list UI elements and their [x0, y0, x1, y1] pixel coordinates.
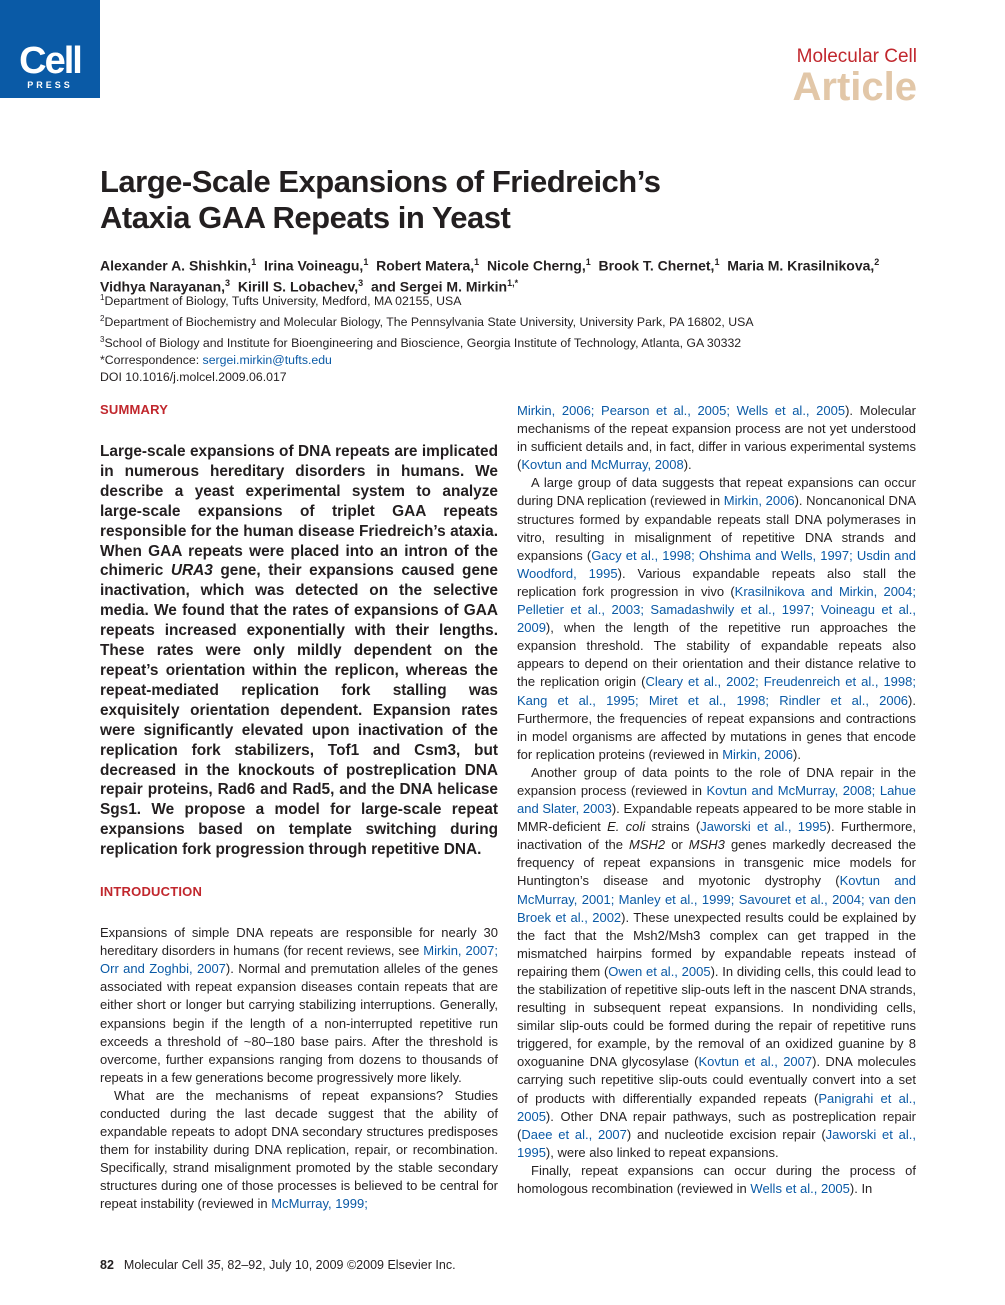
intro-paragraph-2 — [100, 1087, 498, 1214]
title-line-2: Ataxia GAA Repeats in Yeast — [100, 200, 511, 235]
text-run: A large group of data suggests that repeat expansions can occur during DNA replication (reviewed in — [517, 475, 916, 509]
author: Robert Matera, — [376, 257, 475, 274]
text-run: ). DNA molecules carrying such repetitive slip-outs could eventually convert into a set of products with differentially expanded repeats ( — [517, 1054, 917, 1106]
citation-link[interactable]: Krasilnikova and Mirkin, 2004; Pelletier et al., 2003; Samadashwily et al., 1997; Voineagu et al., 2009 — [517, 583, 916, 636]
logo-cell-text: Cell — [19, 40, 81, 82]
author: Irina Voineagu, — [264, 257, 364, 274]
affiliations — [100, 289, 920, 386]
author-affil-mark: 1,* — [507, 277, 519, 288]
text-run: ). In dividing cells, this could lead to the stabilization of repetitive slip-outs left in the nascent DNA strands, resulting in subsequent repeat expansions. In nondividing cells, similar slip-outs could be formed during the repair of repetitive runs triggered, for example, by the removal of an oxidized guanine by 8 oxoguanine DNA glycosylase ( — [517, 963, 916, 1070]
introduction-heading: INTRODUCTION — [100, 884, 203, 900]
citation-link[interactable]: Mirkin, 2006 — [722, 746, 794, 762]
text-run: ), were also linked to repeat expansions. — [545, 1144, 779, 1160]
text-run: ). Various expandable repeats also stall the replication fork progression in vivo ( — [517, 565, 916, 599]
right-paragraph-1 — [517, 402, 916, 474]
correspondence-label: *Correspondence: — [100, 353, 203, 368]
author: Brook T. Chernet, — [598, 257, 715, 274]
cell-press-logo — [0, 0, 100, 98]
citation-link[interactable]: Wells et al., 2005 — [750, 1181, 850, 1197]
text-run: ). Furthermore, inactivation of the — [517, 819, 916, 853]
author-affil-mark: 1 — [585, 257, 591, 267]
right-paragraph-2 — [517, 474, 916, 764]
author-affil-mark: 1 — [251, 257, 257, 267]
italic-term: MSH2 — [629, 837, 666, 853]
text-run: ). Molecular mechanisms of the repeat expansion process are not yet understood in sufficient details and, in fact, differ in various experimental systems ( — [517, 403, 916, 473]
citation-link[interactable]: Kovtun and McMurray, 2008 — [521, 457, 684, 473]
italic-term: MSH3 — [688, 837, 725, 853]
affiliation-line — [100, 289, 920, 310]
summary-part-2: gene, their expansions caused gene inactivation, which was detected on the selective media. We found that the rates of expansions of GAA repeats increased exponentially with their lengths. These rates were only mildly dependent on the repeat’s orientation within the replicon, whereas the repeat-mediated replication fork stalling was exquisitely orientation dependent. Expansion rates were significantly elevated upon inactivation of the replication fork stabilizers, Tof1 and Csm3, but decreased in the knockouts of postreplication DNA repair proteins, Rad6 and Rad5, and the DNA helicase Sgs1. We propose a model for large-scale repeat expansions based on template switching during replication fork progression through repetitive DNA. — [100, 562, 498, 859]
page-footer — [100, 1258, 456, 1272]
author-affil-mark: 3 — [358, 277, 364, 288]
author: Vidhya Narayanan, — [100, 278, 226, 295]
footer-citation: , 82–92, July 10, 2009 ©2009 Elsevier Inc. — [220, 1258, 456, 1272]
text-run: ). Expandable repeats appeared to be more stable in MMR-deficient — [517, 801, 916, 835]
text-run: Expansions of simple DNA repeats are responsible for nearly 30 hereditary disorders in humans (for recent reviews, see — [100, 925, 498, 959]
author: Maria M. Krasilnikova, — [727, 257, 875, 274]
doi-line: DOI 10.1016/j.molcel.2009.06.017 — [100, 370, 287, 385]
text-run: or — [665, 837, 689, 853]
text-run: ). — [793, 746, 801, 762]
citation-link[interactable]: Kovtun and McMurray, 2001; Manley et al., 1999; Savouret et al., 2004; van den Broek et al., 2002 — [517, 873, 916, 925]
text-run: ), when the length of the repetitive run approaches the expansion threshold. The stability of expandable repeats also appears to depend on their orientation and their distance relative to the replication origin ( — [517, 620, 916, 690]
summary-heading: SUMMARY — [100, 402, 169, 417]
text-run: Finally, repeat expansions can occur during the process of homologous recombination (reviewed in — [517, 1162, 916, 1197]
citation-link[interactable]: Panigrahi et al., 2005 — [517, 1090, 916, 1124]
right-column — [517, 402, 916, 1198]
correspondence-email-link[interactable]: sergei.mirkin@tufts.edu — [202, 353, 332, 368]
affiliation-number: 1 — [100, 293, 105, 302]
journal-name: Molecular Cell — [796, 46, 917, 67]
author: Alexander A. Shishkin, — [100, 257, 252, 274]
affiliation-text: School of Biology and Institute for Bioengineering and Bioscience, Georgia Institute of Technology, Atlanta, GA 30332 — [104, 336, 742, 351]
right-paragraph-3 — [517, 764, 916, 1162]
summary-part-1: Large-scale expansions of DNA repeats are implicated in numerous hereditary disorders in humans. We describe a yeast experimental system to analyze large-scale expansions of triplet GAA repeats responsible for the human disease Friedreich’s ataxia. When GAA repeats were placed into an intron of the chimeric — [100, 443, 498, 580]
citation-link[interactable]: Kovtun et al., 2007 — [698, 1054, 813, 1070]
citation-link[interactable]: Jaworski et al., 1995 — [517, 1126, 916, 1160]
text-run: ). — [683, 457, 692, 473]
author-affil-mark: 2 — [874, 257, 880, 267]
author-affil-mark: 1 — [363, 257, 369, 267]
correspondence-line — [100, 352, 920, 369]
right-paragraph-4 — [517, 1162, 916, 1198]
citation-link[interactable]: Cleary et al., 2002; Freudenreich et al., 1998; Kang et al., 1995; Miret et al., 1998; Rindler et al., 2006 — [517, 674, 916, 708]
text-run: What are the mechanisms of repeat expansions? Studies conducted during the last decade suggest that the ability of expandable repeats to adopt DNA secondary structures predisposes them for instability during DNA replication, repair, or recombination. Specifically, strand misalignment promoted by the stable secondary structures during one of those processes is believed to be central for repeat instability (reviewed in — [100, 1087, 498, 1212]
author: Kirill S. Lobachev, — [237, 278, 359, 295]
journal-tag — [793, 46, 918, 108]
citation-link[interactable]: Mirkin, 2007; Orr and Zoghbi, 2007 — [100, 943, 498, 977]
footer-journal: Molecular Cell — [123, 1258, 207, 1272]
text-run: ). Noncanonical DNA structures formed by expandable repeats stall DNA polymerases in vitro, resulting in misalignment of repetitive DNA strands and expansions ( — [517, 493, 916, 563]
citation-link[interactable]: McMurray, 1999; — [271, 1196, 368, 1212]
text-run: ). Other DNA repair pathways, such as postreplication repair ( — [517, 1108, 916, 1142]
page-number: 82 — [100, 1258, 114, 1272]
citation-link[interactable]: Gacy et al., 1998; Ohshima and Wells, 1997; Usdin and Woodford, 1995 — [517, 547, 916, 581]
title-line-1: Large-Scale Expansions of Friedreich’s — [100, 164, 661, 199]
article-type: Article — [792, 65, 917, 109]
article-title — [100, 164, 820, 236]
affiliation-text: Department of Biochemistry and Molecular Biology, The Pennsylvania State University, University Park, PA 16802, USA — [104, 315, 754, 330]
affiliation-number: 3 — [100, 335, 105, 345]
text-run: ) and nucleotide excision repair ( — [626, 1126, 826, 1142]
text-run: Another group of data points to the role of DNA repair in the expansion process (reviewed in — [517, 764, 916, 798]
citation-link[interactable]: Owen et al., 2005 — [608, 963, 711, 979]
affiliation-text: Department of Biology, Tufts University, Medford, MA 02155, USA — [104, 294, 462, 309]
text-run: strains ( — [645, 819, 701, 835]
intro-paragraph-1 — [100, 924, 498, 1087]
affiliation-number: 2 — [100, 314, 105, 324]
author-affil-mark: 1 — [474, 257, 480, 267]
summary-text — [100, 442, 498, 860]
citation-link[interactable]: Mirkin, 2006 — [723, 493, 795, 509]
affiliation-line — [100, 331, 920, 352]
author: and Sergei M. Mirkin — [370, 278, 508, 295]
left-column — [100, 400, 498, 1214]
author-affil-mark: 1 — [714, 257, 720, 267]
citation-link[interactable]: Daee et al., 2007 — [521, 1126, 627, 1142]
text-run: ). Furthermore, the frequencies of repeat expansions and contractions in model organisms are affected by mutations in genes that encode for replication proteins (reviewed in — [517, 692, 916, 762]
author: Nicole Cherng, — [486, 257, 586, 274]
summary-gene-name: URA3 — [170, 562, 213, 580]
author-affil-mark: 3 — [225, 277, 231, 288]
italic-term: E. coli — [607, 819, 646, 835]
text-run: ). Normal and premutation alleles of the genes associated with repeat expansion diseases contain repeats that are either short or longer but carrying stabilizing interruptions. Generally, expansions begin if the length of a non-interrupted repetitive run exceeds a threshold of ~80–180 base pairs. After the threshold is overcome, further expansions ranging from dozens to thousands of repeats in a few generations become progressively more likely. — [100, 961, 498, 1085]
logo-press-text: PRESS — [27, 80, 73, 90]
text-run: genes markedly decreased the frequency of repeat expansions in transgenic mice models for Huntington’s disease and myotonic dystrophy ( — [517, 837, 916, 889]
text-run: ). These unexpected results could be explained by the fact that the Msh2/Msh3 complex can get trapped in the mismatched hairpins formed by expandable repeats instead of repairing them ( — [517, 909, 916, 979]
citation-link[interactable]: Mirkin, 2006; Pearson et al., 2005; Wells et al., 2005 — [517, 403, 846, 418]
citation-link[interactable]: Kovtun and McMurray, 2008; Lahue and Slater, 2003 — [517, 782, 916, 817]
affiliation-line — [100, 310, 920, 331]
footer-volume: 35 — [206, 1258, 221, 1272]
text-run: ). In — [849, 1181, 873, 1197]
citation-link[interactable]: Jaworski et al., 1995 — [700, 819, 827, 835]
